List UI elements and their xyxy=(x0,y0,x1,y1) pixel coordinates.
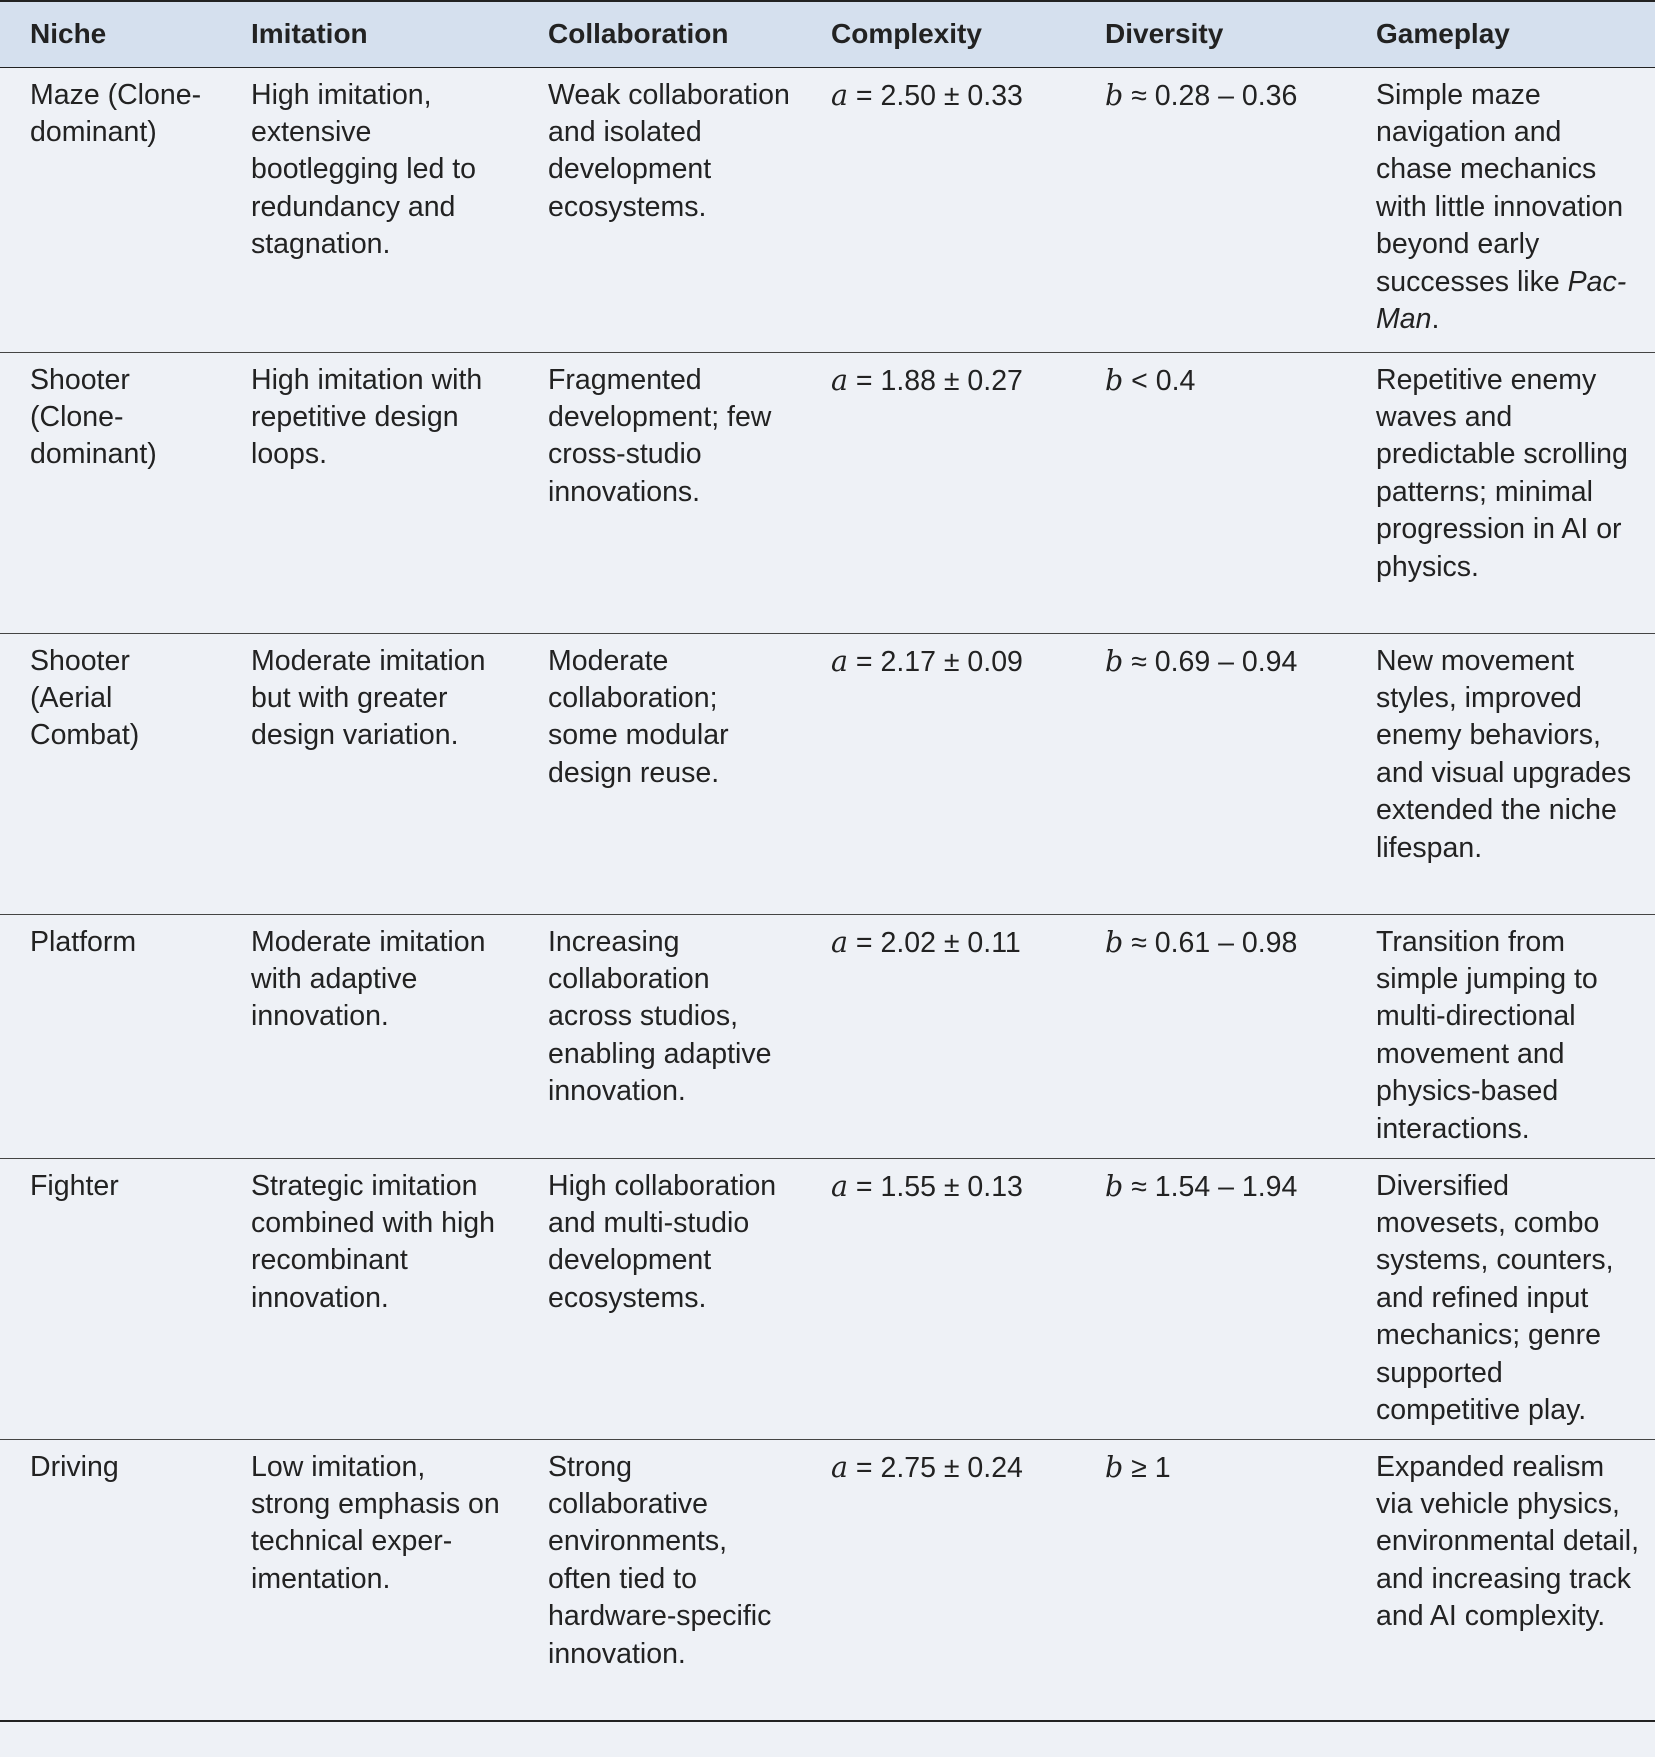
cell-diversity xyxy=(1075,67,1346,352)
diversity-value: ≈ 0.28 – 0.36 xyxy=(1131,79,1298,112)
cell-complexity xyxy=(801,352,1075,633)
cell-gameplay: New movement styles, improved enemy behaviors, and visual upgrades extended the niche lifespan. xyxy=(1346,633,1655,914)
header-gameplay: Gameplay xyxy=(1346,1,1655,67)
cell-niche: Shooter (Aerial Combat) xyxy=(0,633,221,914)
diversity-variable: b xyxy=(1105,78,1124,112)
cell-collaboration: High collaboration and multi-studio development ecosystems. xyxy=(518,1158,801,1439)
diversity-variable: b xyxy=(1105,644,1124,678)
cell-collaboration: Increasing collaboration across studios, enabling adaptive innovation. xyxy=(518,914,801,1158)
cell-imitation: Moderate imitation but with greater design variation. xyxy=(221,633,518,914)
gameplay-game-title: Pac-Man xyxy=(1376,265,1627,335)
table-row xyxy=(0,352,1655,633)
cell-diversity xyxy=(1075,1439,1346,1721)
header-imitation: Imitation xyxy=(221,1,518,67)
cell-imitation: High imitation with repetitive design loops. xyxy=(221,352,518,633)
cell-complexity xyxy=(801,1439,1075,1721)
header-complexity: Complexity xyxy=(801,1,1075,67)
cell-niche: Shooter (Clone-dominant) xyxy=(0,352,221,633)
cell-gameplay: Repetitive enemy waves and predictable scrolling patterns; minimal progression in AI or physics. xyxy=(1346,352,1655,633)
header-collaboration: Collaboration xyxy=(518,1,801,67)
cell-niche: Maze (Clone-dominant) xyxy=(0,67,221,352)
complexity-variable: a xyxy=(831,1450,848,1484)
diversity-value: < 0.4 xyxy=(1131,364,1196,397)
header-row xyxy=(0,1,1655,67)
cell-diversity xyxy=(1075,914,1346,1158)
cell-diversity xyxy=(1075,1158,1346,1439)
complexity-variable: a xyxy=(831,644,848,678)
table-body xyxy=(0,67,1655,1721)
cell-complexity xyxy=(801,914,1075,1158)
gameplay-end: . xyxy=(1431,302,1440,335)
cell-collaboration: Strong collaborative environments, often tied to hardware-specific innovation. xyxy=(518,1439,801,1721)
complexity-variable: a xyxy=(831,1169,848,1203)
header-niche: Niche xyxy=(0,1,221,67)
complexity-value: = 2.17 ± 0.09 xyxy=(855,645,1023,678)
cell-imitation: High imitation, extensive bootlegging led to redundancy and stagnation. xyxy=(221,67,518,352)
complexity-variable: a xyxy=(831,78,848,112)
complexity-variable: a xyxy=(831,925,848,959)
cell-complexity xyxy=(801,1158,1075,1439)
cell-gameplay xyxy=(1346,67,1655,352)
diversity-value: ≈ 1.54 – 1.94 xyxy=(1131,1170,1298,1203)
complexity-value: = 2.02 ± 0.11 xyxy=(855,926,1021,959)
diversity-variable: b xyxy=(1105,1450,1124,1484)
cell-complexity xyxy=(801,67,1075,352)
cell-diversity xyxy=(1075,352,1346,633)
table-row xyxy=(0,633,1655,914)
cell-imitation: Strategic imitation combined with high recombinant innovation. xyxy=(221,1158,518,1439)
cell-niche: Fighter xyxy=(0,1158,221,1439)
diversity-value: ≈ 0.69 – 0.94 xyxy=(1131,645,1298,678)
cell-complexity xyxy=(801,633,1075,914)
cell-gameplay: Expanded realism via vehicle physics, environmental detail, and increasing track and AI complexity. xyxy=(1346,1439,1655,1721)
table-row xyxy=(0,1158,1655,1439)
cell-collaboration: Weak collaboration and isolated development ecosystems. xyxy=(518,67,801,352)
complexity-variable: a xyxy=(831,363,848,397)
diversity-value: ≥ 1 xyxy=(1131,1451,1171,1484)
table-row xyxy=(0,67,1655,352)
diversity-value: ≈ 0.61 – 0.98 xyxy=(1131,926,1298,959)
table-header xyxy=(0,1,1655,67)
complexity-value: = 1.55 ± 0.13 xyxy=(855,1170,1023,1203)
cell-diversity xyxy=(1075,633,1346,914)
cell-imitation: Low imitation, strong emphasis on technical exper-imentation. xyxy=(221,1439,518,1721)
gameplay-text: Simple maze navigation and chase mechanics with little innovation beyond early successes like xyxy=(1376,78,1624,298)
diversity-variable: b xyxy=(1105,925,1124,959)
complexity-value: = 1.88 ± 0.27 xyxy=(855,364,1023,397)
cell-gameplay: Diversified movesets, combo systems, counters, and refined input mechanics; genre supported competitive play. xyxy=(1346,1158,1655,1439)
cell-niche: Platform xyxy=(0,914,221,1158)
diversity-variable: b xyxy=(1105,1169,1124,1203)
diversity-variable: b xyxy=(1105,363,1124,397)
cell-collaboration: Fragmented development; few cross-studio innovations. xyxy=(518,352,801,633)
complexity-value: = 2.50 ± 0.33 xyxy=(855,79,1023,112)
cell-gameplay: Transition from simple jumping to multi-directional movement and physics-based interactions. xyxy=(1346,914,1655,1158)
cell-niche: Driving xyxy=(0,1439,221,1721)
complexity-value: = 2.75 ± 0.24 xyxy=(855,1451,1023,1484)
cell-collaboration: Moderate collaboration; some modular design reuse. xyxy=(518,633,801,914)
header-diversity: Diversity xyxy=(1075,1,1346,67)
cell-imitation: Moderate imitation with adaptive innovation. xyxy=(221,914,518,1158)
table-row xyxy=(0,914,1655,1158)
table-row xyxy=(0,1439,1655,1721)
